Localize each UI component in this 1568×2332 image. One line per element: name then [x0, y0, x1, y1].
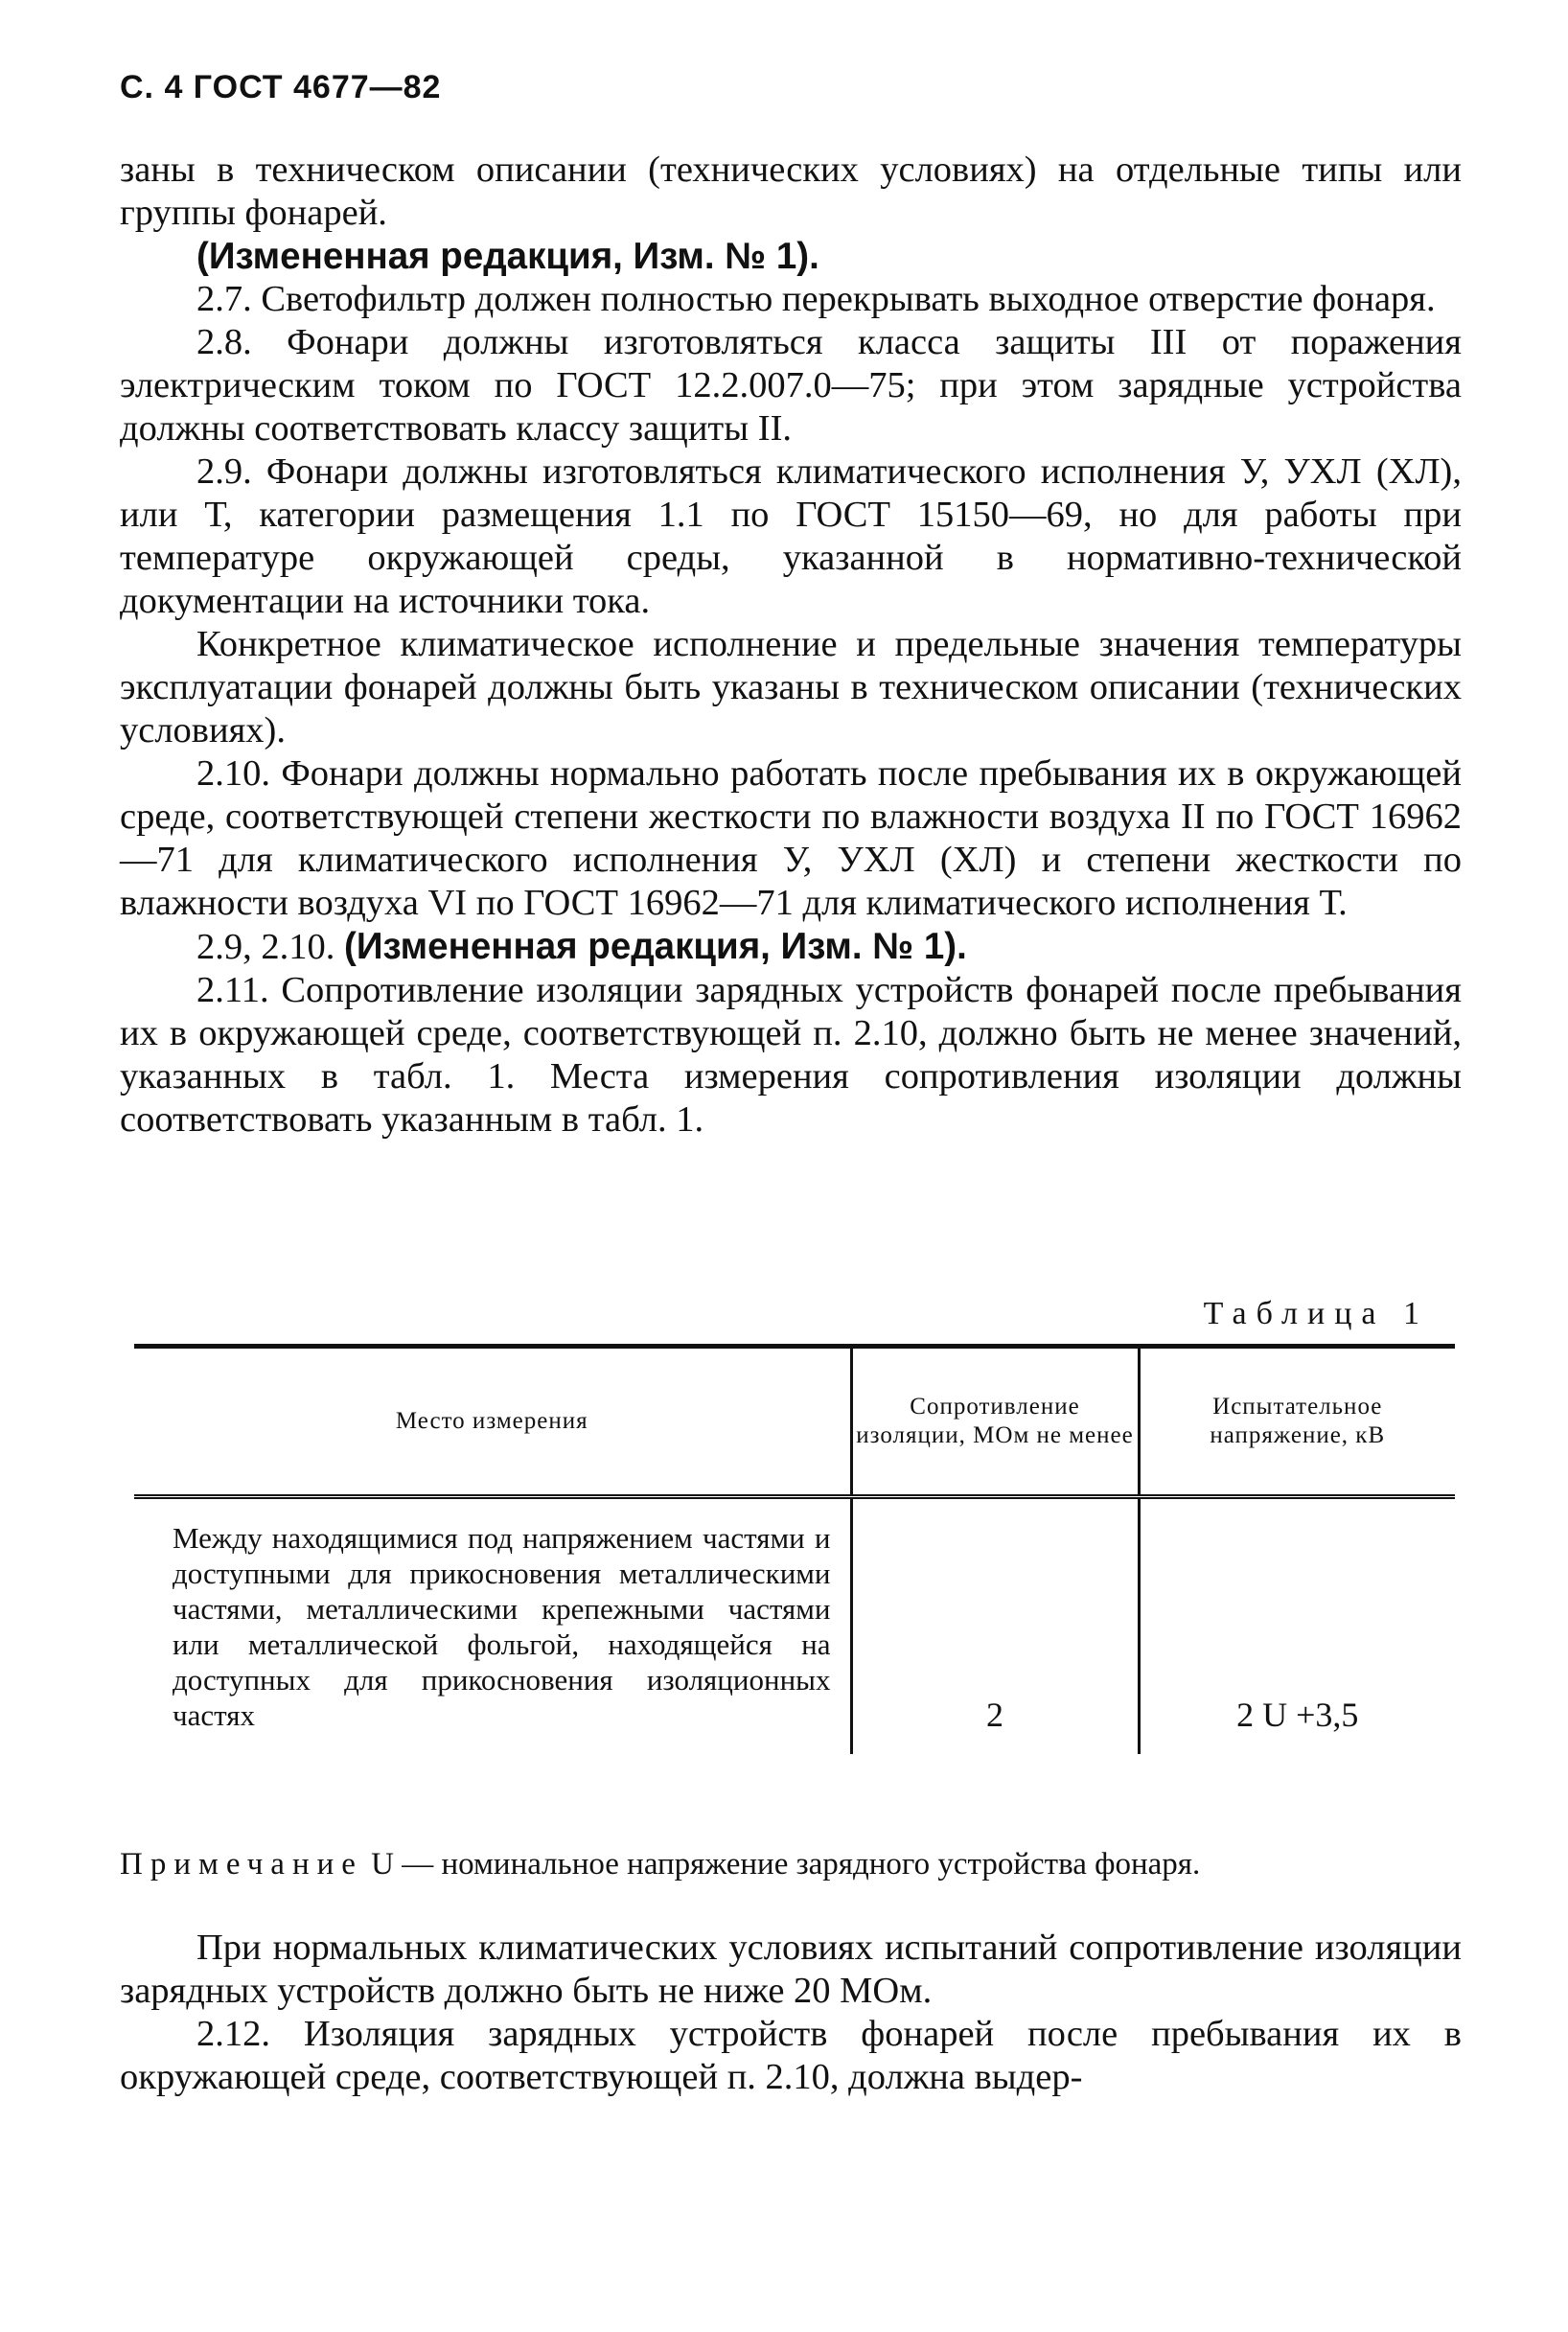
- table-caption: Таблица 1: [1203, 1296, 1429, 1331]
- body-text: [120, 149, 1462, 1142]
- page-header: С. 4 ГОСТ 4677—82: [120, 69, 442, 105]
- header-resistance: Сопротивление изоляции, МОм не менее: [851, 1347, 1139, 1497]
- body-text-continued: [120, 1927, 1462, 2099]
- revision-note-2: [120, 925, 1462, 969]
- insulation-normal-conditions: При нормальных климатических условиях испытаний сопротивление изоляции зарядных устройств должно быть не ниже 20 МОм.: [120, 1928, 1462, 2011]
- note-text: U — номинальное напряжение зарядного устройства фонаря.: [371, 1847, 1201, 1882]
- paragraph-continuation: заны в техническом описании (технических условиях) на отдельные типы или группы фонарей.: [120, 150, 1462, 233]
- revision-label: (Измененная редакция, Изм. № 1).: [344, 926, 967, 967]
- clause-2-10: 2.10. Фонари должны нормально работать после пребывания их в окружающей среде, соответствующей степени жесткости по влажности воздуха II по ГОСТ 16962—71 для климатического исполнения У, УХЛ (ХЛ) и степени жесткости по влажности воздуха VI по ГОСТ 16962—71 для климатического исполнения Т.: [120, 753, 1462, 923]
- table-header-row: [134, 1347, 1455, 1497]
- table-row: [134, 1497, 1455, 1755]
- header-voltage: Испытательное напряжение, кВ: [1139, 1347, 1455, 1497]
- clause-2-9: 2.9. Фонари должны изготовляться климатического исполнения У, УХЛ (ХЛ), или Т, категории размещения 1.1 по ГОСТ 15150—69, но для работы при температуре окружающей среды, указанной в нормативно-технической документации на источники тока.: [120, 451, 1462, 621]
- cell-resistance: 2: [851, 1497, 1139, 1755]
- cell-place: Между находящимися под напряжением частями и доступными для прикосновения металлическими частями, металлическими крепежными частями или металлической фольгой, находящейся на доступных для прикосновения изоляционных частях: [173, 1521, 831, 1732]
- table-note: [120, 1844, 1462, 1884]
- header-place: Место измерения: [134, 1347, 851, 1497]
- clause-2-9-continuation: Конкретное климатическое исполнение и предельные значения температуры эксплуатации фонарей должны быть указаны в техническом описании (технических условиях).: [120, 624, 1462, 750]
- clause-2-11: 2.11. Сопротивление изоляции зарядных устройств фонарей после пребывания их в окружающей среде, соответствующей п. 2.10, должно быть не менее значений, указанных в табл. 1. Места измерения сопротивления изоляции должны соответствовать указанным в табл. 1.: [120, 970, 1462, 1140]
- note-label: Примечание: [120, 1847, 363, 1882]
- insulation-table: [134, 1344, 1455, 1754]
- cell-voltage: 2 U +3,5: [1139, 1497, 1455, 1755]
- clause-2-8: 2.8. Фонари должны изготовляться класса защиты III от поражения электрическим током по ГОСТ 12.2.007.0—75; при этом зарядные устройства должны соответствовать классу защиты II.: [120, 322, 1462, 449]
- clause-2-12: 2.12. Изоляция зарядных устройств фонарей после пребывания их в окружающей среде, соответствующей п. 2.10, должна выдер-: [120, 2014, 1462, 2097]
- clause-2-7: 2.7. Светофильтр должен полностью перекрывать выходное отверстие фонаря.: [196, 279, 1436, 319]
- revision-note: (Измененная редакция, Изм. № 1).: [196, 236, 819, 277]
- revision-clauses: 2.9, 2.10.: [196, 927, 335, 967]
